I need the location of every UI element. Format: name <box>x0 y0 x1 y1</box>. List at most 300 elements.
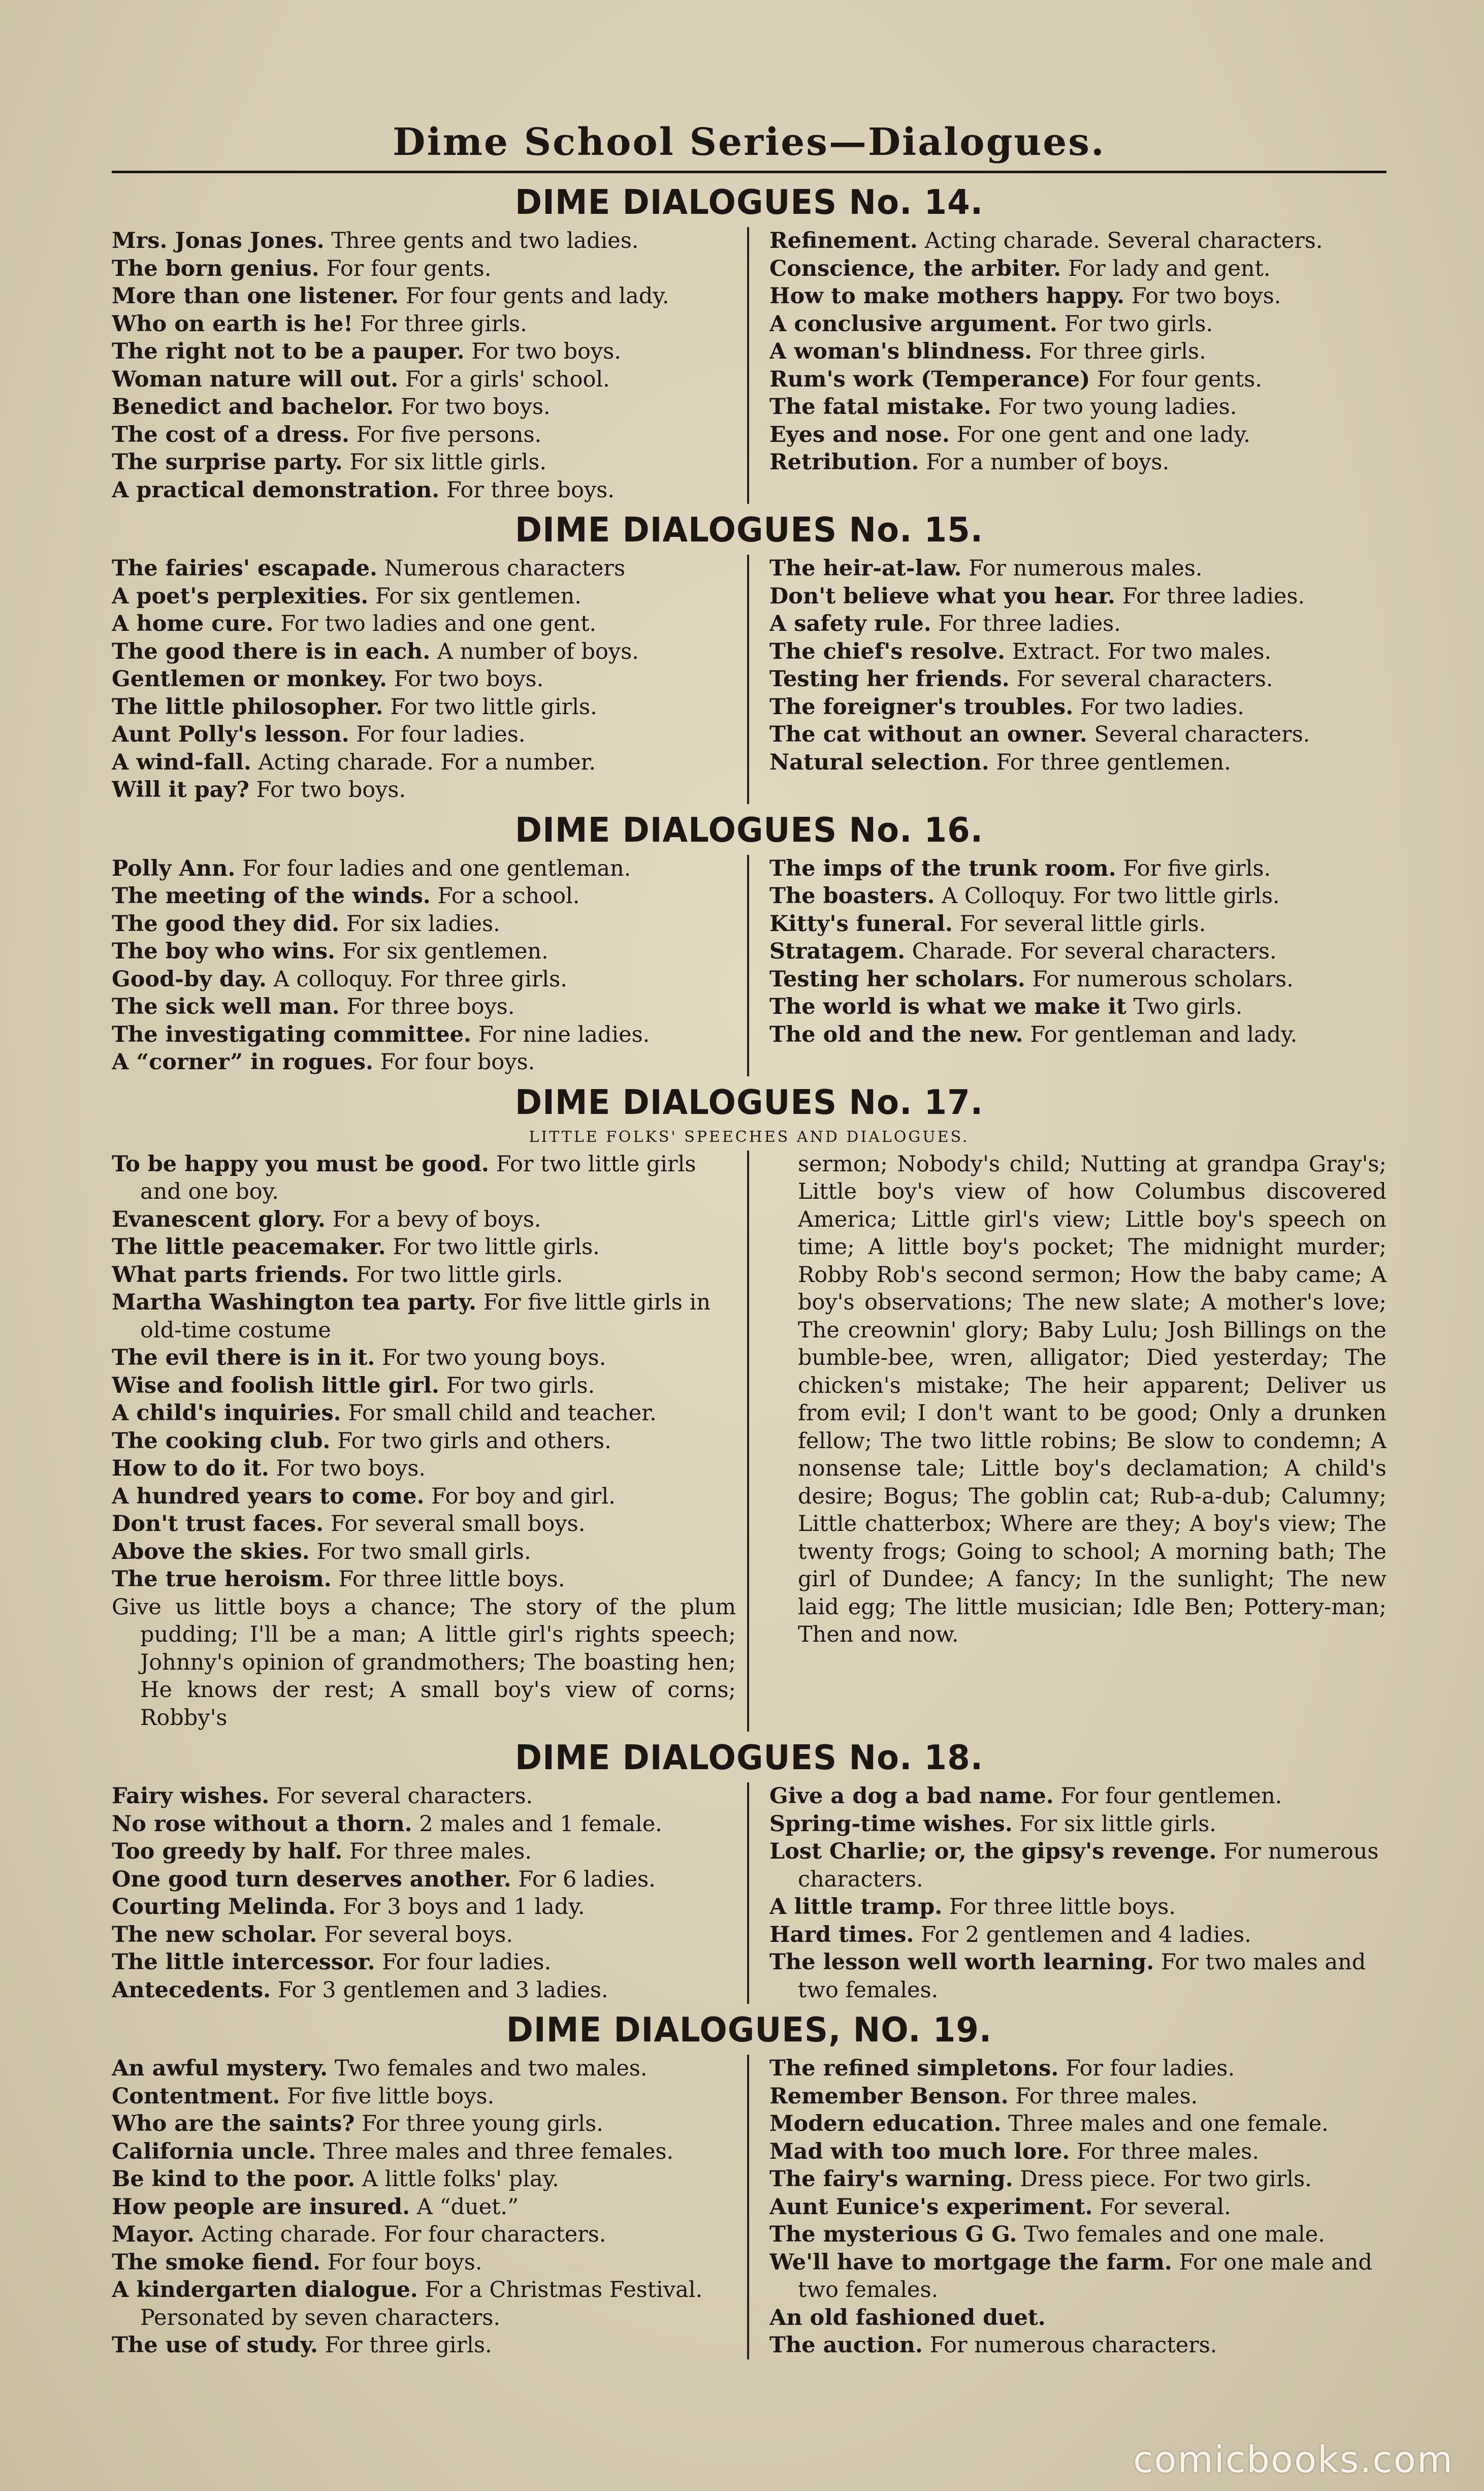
item-cast: For three males. <box>1077 2138 1260 2164</box>
item-cast: Acting charade. For a number. <box>258 749 596 775</box>
item-cast: For six little girls. <box>349 450 547 475</box>
item-title: A conclusive argument. <box>769 311 1057 337</box>
item-title: Mad with too much lore. <box>769 2138 1070 2164</box>
item-cast: For two boys. <box>276 1456 426 1481</box>
item-cast: Several characters. <box>1094 722 1310 747</box>
list-item <box>769 2110 1386 2138</box>
dialogue-section <box>112 1736 1386 2004</box>
item-cast: For three young girls. <box>362 2111 603 2136</box>
list-item <box>112 1344 736 1372</box>
item-cast: Three males and three females. <box>323 2138 674 2164</box>
item-cast: For three males. <box>349 1839 532 1864</box>
item-title: The heir-at-law. <box>769 556 962 581</box>
item-title: Gentlemen or monkey. <box>112 666 387 692</box>
item-title: Be kind to the poor. <box>112 2166 356 2192</box>
list-item <box>769 449 1386 476</box>
item-cast: For a number of boys. <box>926 450 1170 475</box>
item-cast: For small child and teacher. <box>348 1400 657 1426</box>
item-title: Martha Washington tea party. <box>112 1290 476 1315</box>
item-cast: For gentleman and lady. <box>1030 1021 1298 1047</box>
item-title: The cat without an owner. <box>769 722 1087 747</box>
item-title: The sick well man. <box>112 994 340 1019</box>
item-title: More than one listener. <box>112 283 399 309</box>
item-cast: For two girls and others. <box>337 1428 611 1454</box>
item-title: The right not to be a pauper. <box>112 339 465 364</box>
item-cast: For several boys. <box>324 1922 513 1947</box>
list-item <box>112 882 736 910</box>
item-title: The new scholar. <box>112 1922 317 1947</box>
item-cast: For a bevy of boys. <box>332 1206 541 1232</box>
dialogue-section <box>112 1080 1386 1732</box>
item-cast: A colloquy. For three girls. <box>273 966 567 992</box>
list-item <box>769 882 1386 910</box>
list-item <box>112 1151 736 1206</box>
item-cast: For numerous characters. <box>929 2333 1217 2358</box>
item-cast: For four gents. <box>1096 366 1262 392</box>
item-title: Aunt Polly's lesson. <box>112 722 349 747</box>
item-cast: For a girls' school. <box>405 366 610 392</box>
item-cast: Numerous characters <box>384 556 626 581</box>
list-item <box>769 2083 1386 2111</box>
list-item <box>112 1261 736 1289</box>
item-title: A practical demonstration. <box>112 477 440 503</box>
item-title: Remember Benson. <box>769 2083 1009 2109</box>
item-title: The little peacemaker. <box>112 1234 386 1260</box>
section-title: DIME DIALOGUES No. 16. <box>514 810 984 850</box>
item-title: The meeting of the winds. <box>112 883 431 909</box>
list-item <box>112 1233 736 1261</box>
section-title: DIME DIALOGUES No. 15. <box>514 510 984 550</box>
item-title: Will it pay? <box>112 777 249 803</box>
item-cast: For six ladies. <box>346 911 500 937</box>
item-title: The fairies' escapade. <box>112 556 377 581</box>
item-title: Testing her scholars. <box>769 966 1025 992</box>
list-item <box>112 1921 736 1949</box>
item-title: The boasters. <box>769 883 935 909</box>
item-cast: A little folks' play. <box>362 2166 559 2192</box>
item-title: Benedict and bachelor. <box>112 394 394 420</box>
list-item <box>112 638 736 666</box>
list-item <box>112 583 736 611</box>
item-cast: For four ladies. <box>382 1950 552 1975</box>
item-cast: For one male and two females. <box>798 2249 1372 2303</box>
item-cast: For six gentlemen. <box>375 583 582 609</box>
list-item <box>112 338 736 366</box>
list-item <box>769 721 1386 749</box>
item-cast: For six little girls. <box>1019 1811 1216 1837</box>
list-item <box>112 2193 736 2221</box>
item-title: Spring-time wishes. <box>769 1811 1013 1837</box>
item-cast: For two small girls. <box>316 1539 531 1564</box>
list-item <box>112 1566 736 1593</box>
item-title: Fairy wishes. <box>112 1783 270 1809</box>
list-item <box>112 1372 736 1400</box>
item-cast: For four boys. <box>380 1049 535 1075</box>
item-cast: For four ladies and one gentleman. <box>242 855 631 881</box>
item-title: Good-by day. <box>112 966 267 992</box>
item-title: Lost Charlie; or, the gipsy's revenge. <box>769 1839 1217 1864</box>
item-title: The cooking club. <box>112 1428 331 1454</box>
item-title: Conscience, the arbiter. <box>769 256 1061 281</box>
list-item <box>112 255 736 283</box>
item-title: The true heroism. <box>112 1567 332 1592</box>
list-item <box>112 693 736 721</box>
item-title: Courting Melinda. <box>112 1894 336 1920</box>
item-title: Wise and foolish little girl. <box>112 1372 439 1398</box>
item-title: Woman nature will out. <box>112 366 399 392</box>
item-title: The investigating committee. <box>112 1021 471 1047</box>
item-title: Too greedy by half. <box>112 1839 343 1864</box>
list-item <box>112 449 736 476</box>
item-cast: For several little girls. <box>959 911 1206 937</box>
item-cast: For lady and gent. <box>1068 256 1271 281</box>
item-title: No rose without a thorn. <box>112 1811 412 1837</box>
item-cast: For two ladies and one gent. <box>280 611 597 636</box>
item-cast: For two little girls. <box>356 1262 563 1288</box>
item-cast: For four gents and lady. <box>405 283 669 309</box>
list-item <box>112 1510 736 1538</box>
right-column <box>749 1151 1386 1732</box>
item-cast: For six gentlemen. <box>342 939 549 964</box>
item-cast: For four ladies. <box>1065 2056 1235 2081</box>
list-item <box>769 1921 1386 1949</box>
item-cast: For two boys. <box>471 339 621 364</box>
list-item <box>112 282 736 310</box>
list-item <box>112 665 736 693</box>
item-title: How to do it. <box>112 1456 269 1481</box>
item-cast: Acting charade. Several characters. <box>924 228 1323 253</box>
item-cast: For five little girls in old-time costume <box>140 1290 711 1343</box>
left-column <box>112 1782 749 2004</box>
item-cast: Extract. For two males. <box>1012 638 1272 664</box>
title-rule <box>112 171 1386 173</box>
item-cast: For four gents. <box>326 256 492 281</box>
list-item <box>112 1976 736 2004</box>
list-item <box>112 1021 736 1049</box>
item-cast: For one gent and one lady. <box>956 422 1250 448</box>
item-title: Give a dog a bad name. <box>769 1783 1054 1809</box>
item-cast: For a Christmas Festival. Personated by seven characters. <box>140 2277 703 2330</box>
item-title: The evil there is in it. <box>112 1345 375 1370</box>
item-title: A child's inquiries. <box>112 1400 341 1426</box>
item-cast: For two girls. <box>446 1372 595 1398</box>
item-title: The good they did. <box>112 911 339 937</box>
list-item <box>112 855 736 883</box>
list-item <box>112 1483 736 1511</box>
item-title: The born genius. <box>112 256 319 281</box>
item-title: The imps of the trunk room. <box>769 855 1116 881</box>
item-cast: For four ladies. <box>356 722 526 747</box>
item-cast: For four gentlemen. <box>1060 1783 1282 1809</box>
item-title: The use of study. <box>112 2333 318 2358</box>
item-title: Who on earth is he! <box>112 311 353 337</box>
item-cast: For two girls. <box>1064 311 1213 337</box>
list-item <box>112 2055 736 2083</box>
list-item <box>769 938 1386 966</box>
list-item <box>112 2332 736 2359</box>
list-item <box>112 1399 736 1427</box>
list-item <box>112 476 736 504</box>
item-title: The mysterious G G. <box>769 2222 1017 2247</box>
item-cast: For 3 boys and 1 lady. <box>342 1894 585 1920</box>
left-speech-list: Give us little boys a chance; The story of the plum pudding; I'll be a man; A little girl's rights speech; Johnny's opinion of grandmothers; The boasting hen; He knows der rest; A small boy's view of corns; Robby's <box>112 1594 736 1731</box>
list-item <box>769 555 1386 583</box>
list-item <box>112 1538 736 1566</box>
item-title: Hard times. <box>769 1922 914 1947</box>
item-title: The refined simpletons. <box>769 2056 1059 2081</box>
item-cast: For three ladies. <box>1122 583 1305 609</box>
list-item <box>769 393 1386 421</box>
item-cast: For a school. <box>437 883 580 909</box>
list-item <box>769 2165 1386 2193</box>
item-title: Stratagem. <box>769 939 906 964</box>
list-item <box>112 2249 736 2277</box>
item-title: A wind-fall. <box>112 749 251 775</box>
list-item <box>769 338 1386 366</box>
list-item <box>769 910 1386 938</box>
item-title: A kindergarten dialogue. <box>112 2277 418 2303</box>
right-speech-list: sermon; Nobody's child; Nutting at grandpa Gray's; Little boy's view of how Columbus discovered America; Little girl's view; Little boy's speech on time; A little boy's pocket; The midnight murder; Robby Rob's second sermon; How the baby came; A boy's observations; The new slate; A mother's love; The creownin' glory; Baby Lulu; Josh Billings on the bumble-bee, wren, alligator; Died yesterday; The chicken's mistake; The heir apparent; Deliver us from evil; I don't want to be good; Only a drunken fellow; The two little robins; Be slow to condemn; A nonsense tale; Little boy's declamation; A child's desire; Bogus; The goblin cat; Rub-a-dub; Calumny; Little chatterbox; Where are they; A boy's view; The twenty frogs; Going to school; A morning bath; The girl of Dundee; A fancy; In the sunlight; The new laid egg; The little musician; Idle Ben; Pottery-man; Then and now. <box>798 1151 1386 1647</box>
section-columns <box>112 227 1386 504</box>
item-title: Refinement. <box>769 228 918 253</box>
item-title: One good turn deserves another. <box>112 1866 511 1892</box>
item-cast: For two young boys. <box>381 1345 606 1370</box>
series-title: Dime School Series—Dialogues. <box>393 120 1106 164</box>
item-title: A hundred years to come. <box>112 1483 425 1509</box>
catalog-page <box>112 117 1386 2359</box>
list-item <box>112 366 736 394</box>
item-cast: For two ladies. <box>1080 694 1244 720</box>
item-cast: Three gents and two ladies. <box>331 228 639 253</box>
item-cast: A “duet.” <box>416 2194 519 2220</box>
item-cast: For two boys. <box>1131 283 1281 309</box>
list-item <box>769 1893 1386 1921</box>
list-item <box>112 1427 736 1455</box>
list-item <box>769 282 1386 310</box>
item-cast: Dress piece. For two girls. <box>1020 2166 1312 2192</box>
list-item <box>769 1838 1386 1893</box>
item-title: Who are the saints? <box>112 2111 355 2136</box>
list-item <box>769 966 1386 994</box>
list-item <box>769 993 1386 1021</box>
list-item <box>112 310 736 338</box>
list-item <box>112 1048 736 1076</box>
item-title: Mayor. <box>112 2222 195 2247</box>
item-cast: For three boys. <box>346 994 515 1019</box>
list-item <box>112 721 736 749</box>
item-title: The surprise party. <box>112 450 343 475</box>
list-item <box>769 2221 1386 2249</box>
list-item <box>112 1893 736 1921</box>
item-cast: For 3 gentlemen and 3 ladies. <box>277 1977 608 2003</box>
item-title: The fairy's warning. <box>769 2166 1013 2192</box>
item-cast: For two boys. <box>401 394 551 420</box>
section-title: DIME DIALOGUES No. 18. <box>514 1738 984 1778</box>
list-item <box>112 1866 736 1894</box>
item-cast: A Colloquy. For two little girls. <box>942 883 1280 909</box>
list-item <box>112 1810 736 1838</box>
item-cast: 2 males and 1 female. <box>419 1811 662 1837</box>
list-item <box>769 227 1386 255</box>
sections-container <box>112 180 1386 2359</box>
item-title: The fatal mistake. <box>769 394 991 420</box>
item-title: A “corner” in rogues. <box>112 1049 373 1075</box>
item-cast: For numerous scholars. <box>1032 966 1294 992</box>
list-item <box>769 421 1386 449</box>
item-cast: For three boys. <box>446 477 615 503</box>
item-title: A home cure. <box>112 611 274 636</box>
item-title: An awful mystery. <box>112 2056 328 2081</box>
item-title: We'll have to mortgage the farm. <box>769 2249 1172 2275</box>
item-title: Eyes and nose. <box>769 422 950 448</box>
list-item <box>769 366 1386 394</box>
list-item <box>769 2249 1386 2304</box>
list-item <box>769 310 1386 338</box>
item-cast: For three girls. <box>325 2333 492 2358</box>
list-item <box>769 2193 1386 2221</box>
item-cast: For three girls. <box>360 311 527 337</box>
list-item <box>112 393 736 421</box>
item-title: California uncle. <box>112 2138 316 2164</box>
list-item <box>769 255 1386 283</box>
item-cast: For five little boys. <box>287 2083 495 2109</box>
section-columns <box>112 1151 1386 1732</box>
item-cast: For 2 gentlemen and 4 ladies. <box>921 1922 1251 1947</box>
item-title: Retribution. <box>769 450 919 475</box>
watermark: comicbooks.com <box>1133 2438 1454 2481</box>
list-item <box>769 2055 1386 2083</box>
list-item <box>112 938 736 966</box>
item-title: A safety rule. <box>769 611 931 636</box>
list-item <box>112 610 736 638</box>
list-item <box>769 1949 1386 2004</box>
list-item <box>769 2138 1386 2166</box>
item-cast: Charade. For several characters. <box>912 939 1277 964</box>
item-cast: Two females and two males. <box>334 2056 648 2081</box>
section-columns <box>112 1782 1386 2004</box>
item-title: The good there is in each. <box>112 638 431 664</box>
item-cast: For boy and girl. <box>431 1483 616 1509</box>
item-cast: For several small boys. <box>330 1511 586 1537</box>
right-column <box>749 2055 1386 2359</box>
item-cast: For two little girls. <box>390 694 597 720</box>
item-title: To be happy you must be good. <box>112 1151 489 1177</box>
item-title: Above the skies. <box>112 1539 310 1564</box>
right-column <box>749 855 1386 1076</box>
item-cast: For numerous characters. <box>798 1839 1379 1892</box>
item-cast: For two boys. <box>394 666 544 692</box>
item-title: A poet's perplexities. <box>112 583 369 609</box>
item-title: Rum's work (Temperance) <box>769 366 1090 392</box>
item-cast: For several. <box>1100 2194 1231 2220</box>
right-column <box>749 227 1386 504</box>
item-title: The foreigner's troubles. <box>769 694 1074 720</box>
list-item <box>112 2165 736 2193</box>
section-columns <box>112 2055 1386 2359</box>
item-cast: For 6 ladies. <box>518 1866 656 1892</box>
item-cast: For three gentlemen. <box>996 749 1231 775</box>
section-title: DIME DIALOGUES No. 14. <box>514 183 984 222</box>
item-title: The lesson well worth learning. <box>769 1950 1154 1975</box>
item-title: How to make mothers happy. <box>769 283 1125 309</box>
item-cast: For two young ladies. <box>998 394 1237 420</box>
list-item <box>769 638 1386 666</box>
item-cast: For two little girls. <box>393 1234 600 1260</box>
list-item <box>112 1455 736 1483</box>
item-title: A woman's blindness. <box>769 339 1033 364</box>
right-column <box>749 555 1386 804</box>
item-title: An old fashioned duet. <box>769 2305 1046 2330</box>
list-item <box>112 2138 736 2166</box>
item-title: The auction. <box>769 2333 923 2358</box>
item-title: Mrs. Jonas Jones. <box>112 228 325 253</box>
item-cast: For two boys. <box>256 777 406 803</box>
item-cast: For five persons. <box>356 422 542 448</box>
right-column <box>749 1782 1386 2004</box>
item-title: The old and the new. <box>769 1021 1023 1047</box>
item-cast: For three males. <box>1015 2083 1198 2109</box>
item-cast: Acting charade. For four characters. <box>201 2222 606 2247</box>
list-item <box>112 2110 736 2138</box>
item-cast: For two little girls and one boy. <box>140 1151 696 1204</box>
item-cast: For several characters. <box>276 1783 533 1809</box>
list-item <box>112 2276 736 2332</box>
item-cast: Three males and one female. <box>1008 2111 1329 2136</box>
list-item <box>112 910 736 938</box>
left-column <box>112 1151 749 1732</box>
left-column <box>112 227 749 504</box>
item-title: The world is what we make it <box>769 994 1126 1019</box>
list-item <box>769 1021 1386 1049</box>
list-item <box>112 1782 736 1810</box>
left-column <box>112 855 749 1076</box>
list-item <box>112 776 736 804</box>
list-item <box>112 966 736 994</box>
item-title: Kitty's funeral. <box>769 911 953 937</box>
item-title: What parts friends. <box>112 1262 349 1288</box>
list-item <box>769 2332 1386 2359</box>
dialogue-section <box>112 508 1386 804</box>
section-title: DIME DIALOGUES, NO. 19. <box>506 2010 992 2050</box>
item-title: The boy who wins. <box>112 939 336 964</box>
item-title: The smoke fiend. <box>112 2249 321 2275</box>
item-title: Don't believe what you hear. <box>769 583 1116 609</box>
list-item <box>112 1289 736 1344</box>
dialogue-section <box>112 2008 1386 2359</box>
list-item <box>769 1810 1386 1838</box>
item-cast: For three girls. <box>1039 339 1206 364</box>
section-columns <box>112 555 1386 804</box>
item-cast: A number of boys. <box>437 638 639 664</box>
item-title: Natural selection. <box>769 749 989 775</box>
item-title: Evanescent glory. <box>112 1206 326 1232</box>
item-cast: For four boys. <box>327 2249 482 2275</box>
section-subtitle: LITTLE FOLKS' SPEECHES AND DIALOGUES. <box>529 1128 970 1146</box>
item-cast: For nine ladies. <box>478 1021 650 1047</box>
list-item <box>769 693 1386 721</box>
item-cast: Two girls. <box>1133 994 1243 1019</box>
item-title: The little philosopher. <box>112 694 383 720</box>
dialogue-section <box>112 180 1386 504</box>
left-column <box>112 2055 749 2359</box>
item-title: The chief's resolve. <box>769 638 1006 664</box>
list-item <box>112 2221 736 2249</box>
item-cast: For five girls. <box>1123 855 1271 881</box>
item-title: Aunt Eunice's experiment. <box>769 2194 1093 2220</box>
list-item <box>112 555 736 583</box>
item-cast: For three little boys. <box>949 1894 1176 1920</box>
section-columns <box>112 855 1386 1076</box>
